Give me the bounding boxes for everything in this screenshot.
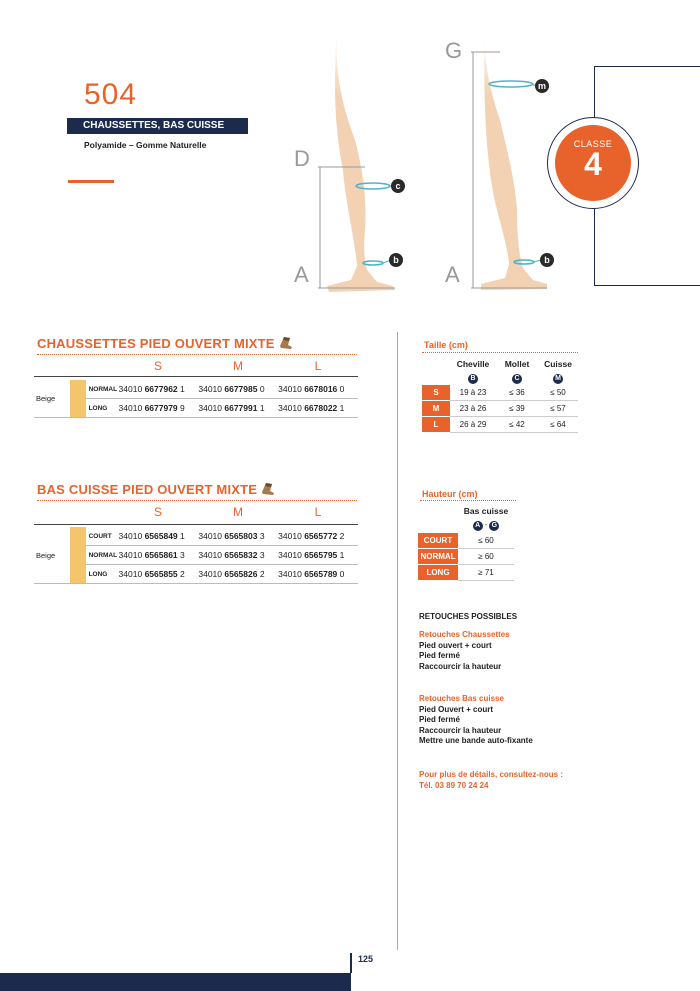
table2-divider [37,500,357,501]
size-value: ≤ 39 [496,401,538,417]
page-number: 125 [358,954,374,964]
list-item: Raccourcir la hauteur [419,725,502,735]
length-label: LONG [418,565,458,581]
leg-measurement-diagram [285,30,570,300]
product-reference: 504 [84,78,138,111]
product-code: 34010 6565826 2 [198,565,278,584]
retouches-bas-cuisse [419,694,533,747]
size-label: L [422,417,450,433]
col-header-cheville: Cheville [456,359,490,369]
size-header-s: S [153,359,162,373]
product-code: 34010 6565803 3 [198,527,278,546]
retouches-chaussettes [419,630,510,672]
product-code: 34010 6565849 1 [119,527,199,546]
stocking-open-toe-icon [261,483,275,495]
table2-title-main: BAS CUISSE PIED OUVERT [37,482,213,497]
classe-number: 4 [584,146,602,182]
size-value: 19 à 23 [450,385,496,401]
list-item: Pied fermé [419,651,460,660]
classe-label: CLASSE [573,139,613,149]
table-row [418,565,514,581]
table1-size-headers [118,359,358,373]
size-header-m: M [233,505,243,519]
table2-top-rule [34,524,358,525]
size-label: S [422,385,450,401]
sock-open-toe-icon [279,337,293,349]
length-label: LONG [86,399,119,418]
color-swatch [70,527,86,584]
table2-size-headers [118,505,358,519]
table-row [422,401,578,417]
table-row [418,518,514,533]
length-label: NORMAL [418,549,458,565]
taille-title-rule [422,352,578,353]
accent-rule [68,180,114,183]
taille-table [422,357,578,433]
dim-letter-a-right: A [445,262,460,287]
size-label: M [422,401,450,417]
contact-info [419,770,563,791]
list-item: Mettre une bande auto-fixante [419,736,533,745]
hauteur-title: Hauteur (cm) [422,489,478,499]
dim-letter-a-left: A [294,262,309,287]
list-item: Raccourcir la hauteur [419,661,502,671]
hauteur-table [418,503,514,581]
size-value: ≤ 50 [538,385,578,401]
hauteur-title-rule [420,500,516,501]
length-value: ≤ 60 [458,533,514,549]
table-row [34,380,358,399]
table1-product-codes [34,380,358,418]
length-label: LONG [86,565,119,584]
product-code: 34010 6677979 9 [119,399,199,418]
product-code: 34010 6565772 2 [278,527,358,546]
product-code: 34010 6678022 1 [278,399,358,418]
marker-b-icon: B [468,374,478,384]
size-header-l: L [314,359,322,373]
table1-top-rule [34,376,358,377]
col-header-cuisse: Cuisse [544,359,572,369]
marker-separator: - [484,522,488,529]
table-row [422,371,578,385]
taille-title: Taille (cm) [424,340,468,350]
marker-b-right: b [540,253,554,267]
table2-product-codes [34,527,358,584]
length-label: COURT [418,533,458,549]
product-code: 34010 6565832 3 [198,546,278,565]
table2-title [37,482,275,497]
list-item: Pied fermé [419,715,460,724]
size-value: 26 à 29 [450,417,496,433]
column-divider [397,332,398,950]
product-code: 34010 6677985 0 [198,380,278,399]
thigh-band [489,81,533,87]
retouches-chaussettes-title: Retouches Chaussettes [419,630,510,639]
left-leg-shape [327,30,395,292]
ankle-band-left [363,261,383,265]
color-swatch [70,380,86,418]
product-code: 34010 6678016 0 [278,380,358,399]
list-item: Pied Ouvert + court [419,704,494,714]
marker-a-icon: A [473,521,483,531]
table1-title [37,336,293,351]
product-code: 34010 6565855 2 [119,565,199,584]
length-label: COURT [86,527,119,546]
marker-m: m [535,79,549,93]
length-label: NORMAL [86,546,119,565]
footer-bar [0,973,351,991]
dim-letter-d: D [294,146,310,171]
retouches-heading [419,612,517,623]
product-material: Polyamide – Gomme Naturelle [84,140,207,150]
list-item: Pied ouvert + court [419,640,492,650]
marker-b-left: b [389,253,403,267]
right-leg-shape [481,30,547,290]
table-row [422,385,578,401]
table1-divider [37,354,357,355]
product-code: 34010 6677991 1 [198,399,278,418]
table-row [418,549,514,565]
size-value: ≤ 57 [538,401,578,417]
color-label: Beige [34,380,70,418]
size-header-l: L [314,505,322,519]
color-label: Beige [34,527,70,584]
size-value: 23 à 26 [450,401,496,417]
contact-line: Pour plus de détails, consultez-nous : [419,770,564,779]
product-title: CHAUSSETTES, BAS CUISSE [67,118,248,134]
size-value: ≤ 64 [538,417,578,433]
size-header-s: S [153,505,162,519]
marker-g-icon: G [489,521,499,531]
table-row [418,533,514,549]
table1-title-strong: MIXTE [233,336,275,351]
retouches-bas-title: Retouches Bas cuisse [419,694,504,703]
table-row [34,527,358,546]
product-code: 34010 6565795 1 [278,546,358,565]
dim-letter-g: G [445,38,463,63]
length-value: ≥ 60 [458,549,514,565]
size-value: ≤ 36 [496,385,538,401]
table-row [422,357,578,371]
product-code: 34010 6677962 1 [119,380,199,399]
contact-phone: Tél. 03 89 70 24 24 [419,780,489,790]
classe-badge [555,125,631,201]
col-header-mollet: Mollet [504,359,530,369]
retouches-heading-text: RETOUCHES POSSIBLES [419,612,518,621]
col-header-bas-cuisse: Bas cuisse [463,505,509,516]
table2-title-strong: MIXTE [216,482,258,497]
marker-m-icon: M [553,374,563,384]
product-code: 34010 6565789 0 [278,565,358,584]
table-row [418,503,514,518]
marker-c: c [391,179,405,193]
product-code: 34010 6565861 3 [119,546,199,565]
size-value: ≤ 42 [496,417,538,433]
length-value: ≥ 71 [458,565,514,581]
table-row [422,417,578,433]
size-header-m: M [233,359,243,373]
table1-title-main: CHAUSSETTES PIED OUVERT [37,336,231,351]
length-label: NORMAL [86,380,119,399]
page-number-rule [350,953,352,973]
marker-c-icon: C [512,374,522,384]
